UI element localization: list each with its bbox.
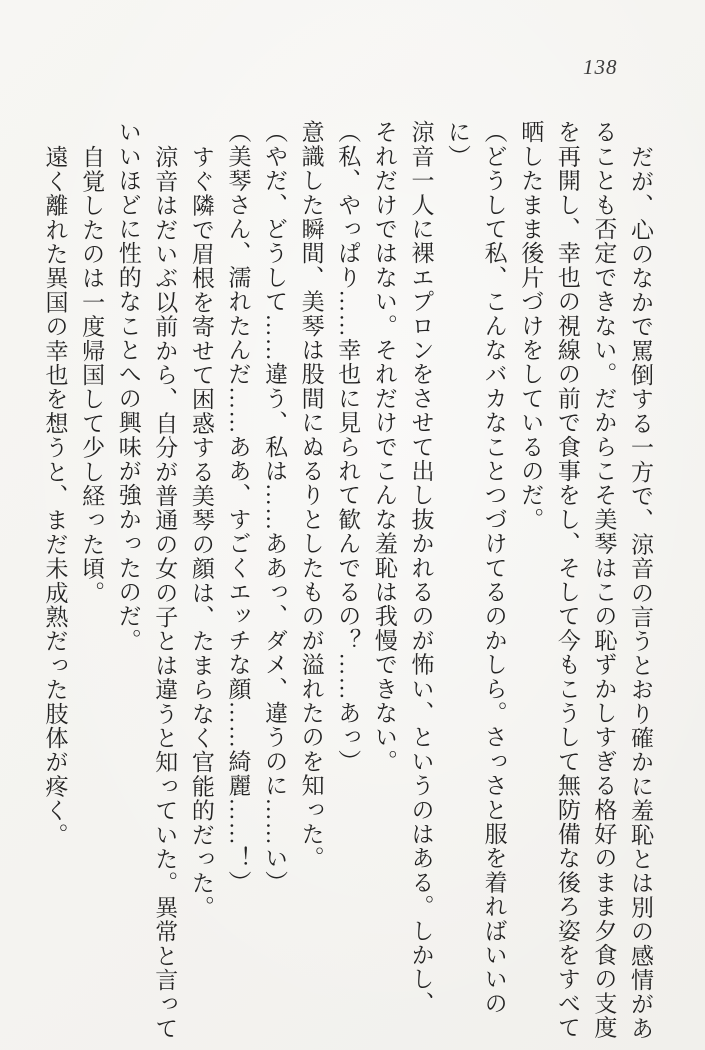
text-column: 涼音はだいぶ以前から、自分が普通の女の子とは違うと知っていた。異常と言って: [152, 145, 178, 1041]
text-column: すぐ隣で眉根を寄せて困惑する美琴の顔は、たまらなく官能的だった。: [188, 145, 214, 920]
text-column: （どうして私、こんなバカなことつづけてるのかしら。さっさと服を着ればいいのに）: [445, 120, 507, 1016]
text-column: 遠く離れた異国の幸也を想うと、まだ未成熟だった肢体が疼く。: [42, 145, 68, 847]
text-block: [42, 120, 658, 1042]
text-column: だが、心のなかで罵倒する一方で、涼音の言うとおり確かに羞恥とは別の感情があ: [628, 145, 653, 1041]
text-column: ることも否定できない。だからこそ美琴はこの恥ずかしすぎる格好のまま夕食の支度: [591, 120, 617, 1040]
text-column: 意識した瞬間、美琴は股間にぬるりとしたものが溢れたのを知った。: [298, 120, 324, 871]
text-column: いいほどに性的なことへの興味が強かったのだ。: [115, 120, 141, 653]
text-column: （美琴さん、濡れたんだ……ああ、すごくエッチな顔……綺麗……！）: [225, 120, 251, 895]
text-column: 自覚したのは一度帰国して少し経った頃。: [79, 145, 105, 605]
text-column: 晒したまま後片づけをしているのだ。: [518, 120, 544, 532]
text-column: を再開し、幸也の視線の前で食事をし、そして今もこうして無防備な後ろ姿をすべて: [554, 120, 580, 1040]
text-column: （私、やっぱり……幸也に見られて歓んでるの？……あっ）: [335, 120, 361, 774]
text-column: （やだ、どうして……違う、私は……ああっ、ダメ、違うのに……い）: [262, 120, 288, 895]
text-column: 涼音一人に裸エプロンをさせて出し抜かれるのが怖い、というのはある。しかし、: [408, 120, 434, 1016]
text-column: それだけではない。それだけでこんな羞恥は我慢できない。: [371, 120, 397, 774]
page-number: 138: [583, 55, 618, 79]
